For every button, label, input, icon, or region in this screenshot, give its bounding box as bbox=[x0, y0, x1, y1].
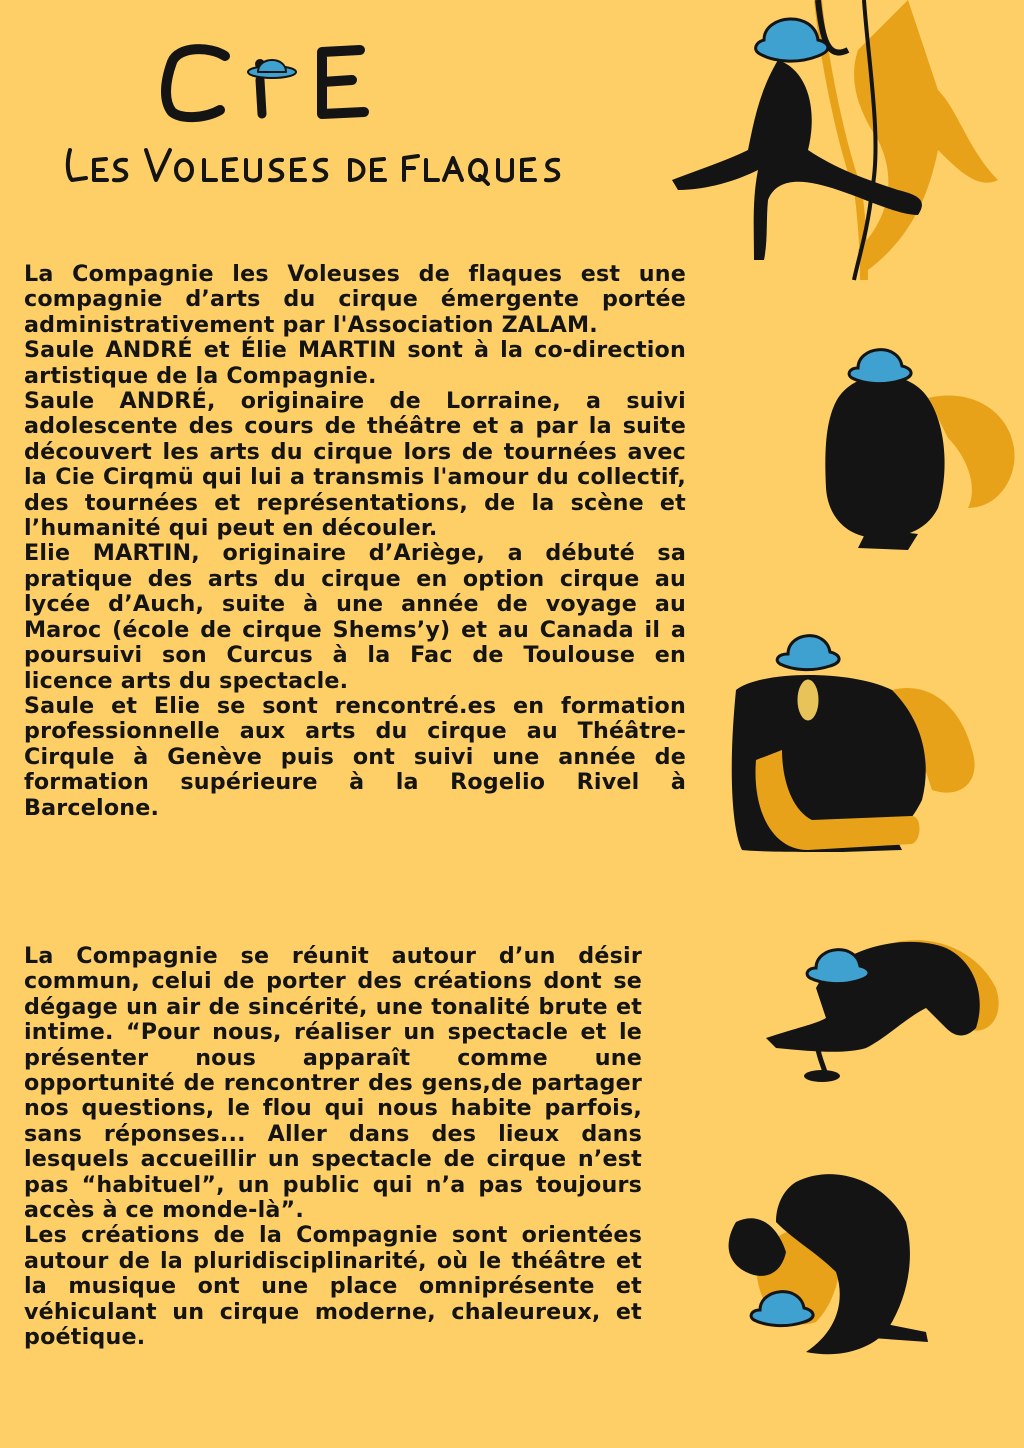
mission-paragraph: La Compagnie se réunit autour d’un désir commun, celui de porter des créations dont se dégage un air de sincérité, une tonalité brute et intime. “Pour nous, réaliser un spectacle et le présenter nous apparaît comme une opportunité de rencontrer des gens,de partager nos questions, le flou qui nous habite parfois, sans réponses... Aller dans des lieux dans lesquels accueillir un spectacle de cirque n’est pas “habituel”, un public qui n’a pas toujours accès à ce monde-là”. bbox=[24, 943, 642, 1224]
figure-rope-climber bbox=[668, 0, 1024, 290]
mission-paragraph: Les créations de la Compagnie sont orientées autour de la pluridisciplinarité, où le théâtre et la musique ont une place omniprésente et véhiculant un cirque moderne, chaleureux, et poétique. bbox=[24, 1222, 642, 1351]
company-logo bbox=[60, 30, 620, 200]
performer-curled-up-icon bbox=[696, 1162, 1024, 1362]
intro-text bbox=[24, 262, 686, 821]
logo-artwork bbox=[60, 30, 620, 200]
figure-crawling bbox=[756, 928, 1024, 1104]
performer-on-rope-icon bbox=[668, 0, 1024, 290]
intro-paragraph: La Compagnie les Voleuses de flaques est une compagnie d’arts du cirque émergente portée administrativement par l'Association ZALAM. bbox=[24, 261, 686, 338]
figure-microphone bbox=[722, 630, 1024, 880]
performer-crawling-icon bbox=[756, 928, 1024, 1104]
performer-with-microphone-icon bbox=[722, 630, 1024, 880]
performer-crouching-icon bbox=[818, 338, 1024, 560]
intro-paragraph: Saule ANDRÉ, originaire de Lorraine, a suivi adolescente des cours de théâtre et a par la suite découvert les arts du cirque lors de tournées avec la Cie Cirqmü qui lui a transmis l'amour du collectif, des tournées et représentations, de la scène et l’humanité qui peut en découler. bbox=[24, 388, 686, 542]
figure-crouching bbox=[818, 338, 1024, 560]
figure-curled bbox=[696, 1162, 1024, 1362]
mission-text bbox=[24, 944, 642, 1351]
intro-paragraph: Saule et Elie se sont rencontré.es en formation professionnelle aux arts du cirque au Théâtre-Cirqule à Genève puis ont suivi une année de formation supérieure à la Rogelio Rivel à Barcelone. bbox=[24, 692, 686, 821]
intro-paragraph: Saule ANDRÉ et Élie MARTIN sont à la co-direction artistique de la Compagnie. bbox=[24, 337, 686, 389]
intro-paragraph: Elie MARTIN, originaire d’Ariège, a débuté sa pratique des arts du cirque en option cirque au lycée d’Auch, suite à une année de voyage au Maroc (école de cirque Shems’y) et au Canada il a poursuivi son Curcus à la Fac de Toulouse en licence arts du spectacle. bbox=[24, 540, 686, 694]
